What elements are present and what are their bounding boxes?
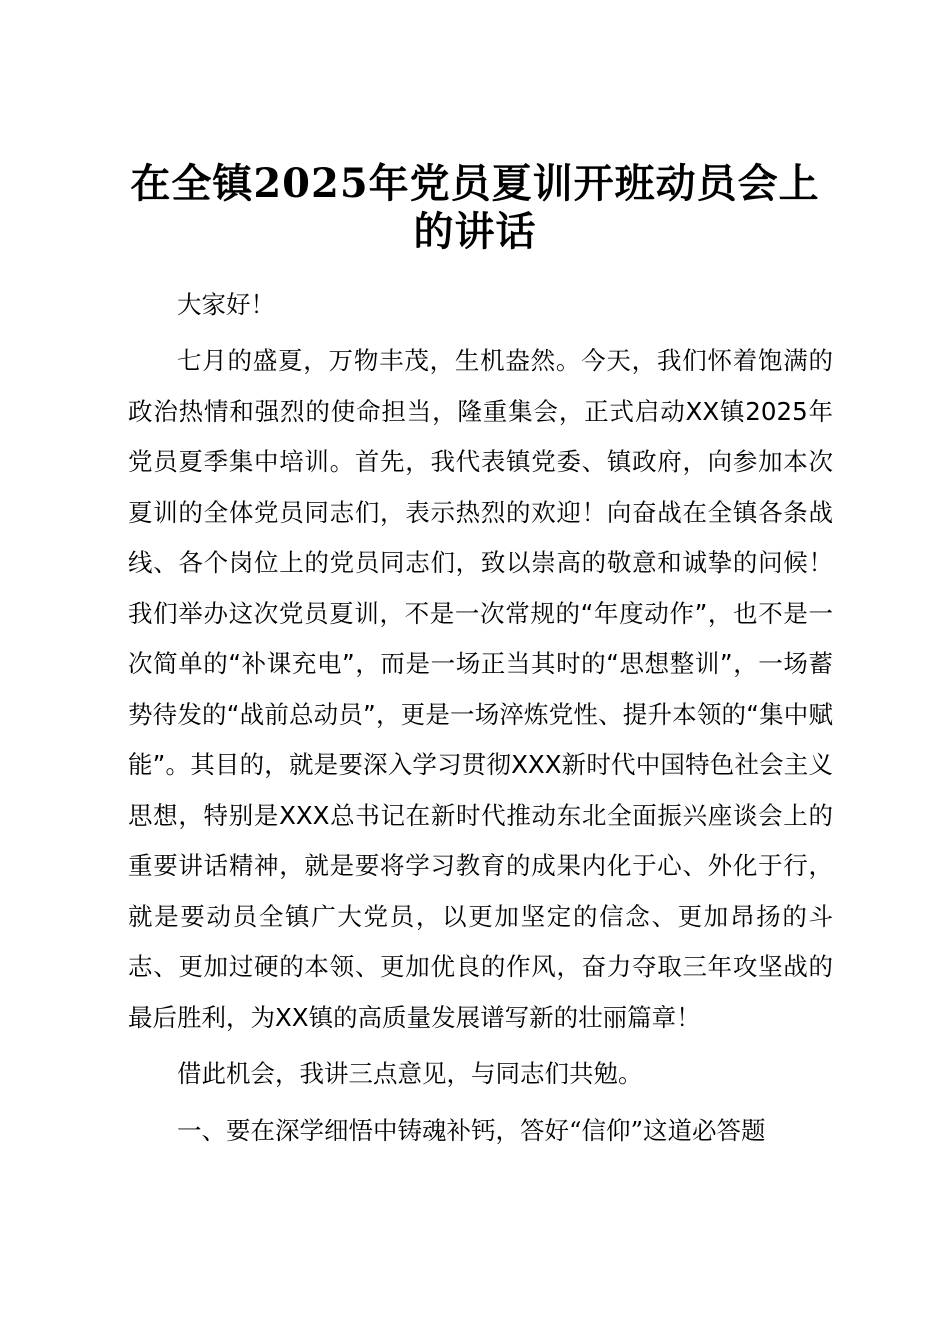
- document-body: [128, 282, 833, 1156]
- title-line-1: 在全镇2025年党员夏训开班动员会上: [130, 160, 820, 207]
- opening-paragraph: 七月的盛夏，万物丰茂，生机盎然。今天，我们怀着饱满的政治热情和强烈的使命担当，隆重集会，正式启动XX镇2025年党员夏季集中培训。首先，我代表镇党委、镇政府，向参加本次夏训的全体党员同志们，表示热烈的欢迎！向奋战在全镇各条战线、各个岗位上的党员同志们，致以崇高的敬意和诚挚的问候！我们举办这次党员夏训，不是一次常规的“年度动作”，也不是一次简单的“补课充电”，而是一场正当其时的“思想整训”，一场蓄势待发的“战前总动员”，更是一场淬炼党性、提升本领的“集中赋能”。其目的，就是要深入学习贯彻XXX新时代中国特色社会主义思想，特别是XXX总书记在新时代推动东北全面振兴座谈会上的重要讲话精神，就是要将学习教育的成果内化于心、外化于行，就是要动员全镇广大党员，以更加坚定的信念、更加昂扬的斗志、更加过硬的本领、更加优良的作风，奋力夺取三年攻坚战的最后胜利，为XX镇的高质量发展谱写新的壮丽篇章！: [128, 346, 833, 1032]
- section-heading: 一、要在深学细悟中铸魂补钙，答好“信仰”这道必答题: [177, 1115, 766, 1145]
- document-title: [120, 160, 830, 256]
- intro-paragraph: 借此机会，我讲三点意见，与同志们共勉。: [177, 1059, 643, 1088]
- title-line-2: 的讲话: [413, 208, 537, 255]
- greeting-paragraph: 大家好！: [177, 290, 275, 319]
